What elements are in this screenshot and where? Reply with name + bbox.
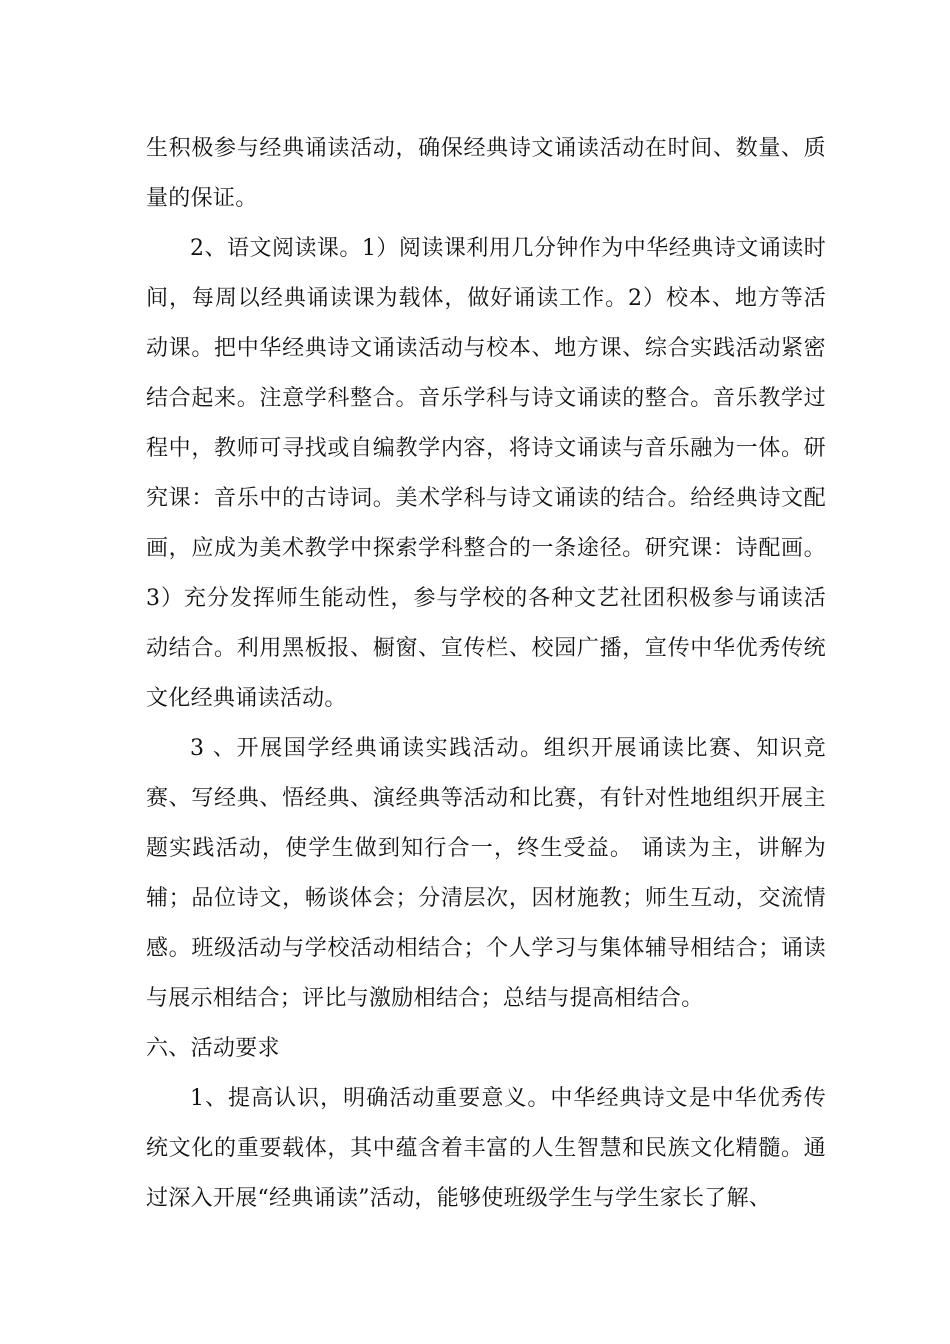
paragraph-continuation: 生积极参与经典诵读活动，确保经典诗文诵读活动在时间、数量、质量的保证。 [146,136,826,211]
paragraph-raise-awareness: 1、提高认识，明确活动重要意义。中华经典诗文是中华优秀传统文化的重要载体，其中蕴含着丰富的人生智慧和民族文化精髓。通过深入开展“经典诵读”活动，能够使班级学生与学生家长了解、 [146,1086,826,1211]
document-body [146,124,826,1224]
paragraph-practice-activities: 3 、开展国学经典诵读实践活动。组织开展诵读比赛、知识竞赛、写经典、悟经典、演经典等活动和比赛，有针对性地组织开展主题实践活动，使学生做到知行合一，终生受益。 诵读为主，讲解为辅；品位诗文，畅谈体会；分清层次，因材施教；师生互动，交流情感。班级活动与学校活动相结合；个人学习与集体辅导相结合；诵读与展示相结合；评比与激励相结合；总结与提高相结合。 [146,736,826,1011]
paragraph-reading-class: 2、语文阅读课。1）阅读课利用几分钟作为中华经典诗文诵读时间，每周以经典诵读课为载体，做好诵读工作。2）校本、地方等活动课。把中华经典诗文诵读活动与校本、地方课、综合实践活动紧密结合起来。注意学科整合。音乐学科与诗文诵读的整合。音乐教学过程中，教师可寻找或自编教学内容，将诗文诵读与音乐融为一体。研究课：音乐中的古诗词。美术学科与诗文诵读的结合。给经典诗文配画，应成为美术教学中探索学科整合的一条途径。研究课：诗配画。3）充分发挥师生能动性，参与学校的各种文艺社团积极参与诵读活动结合。利用黑板报、橱窗、宣传栏、校园广播，宣传中华优秀传统文化经典诵读活动。 [146,236,826,711]
section-heading-requirements: 六、活动要求 [146,1036,280,1061]
